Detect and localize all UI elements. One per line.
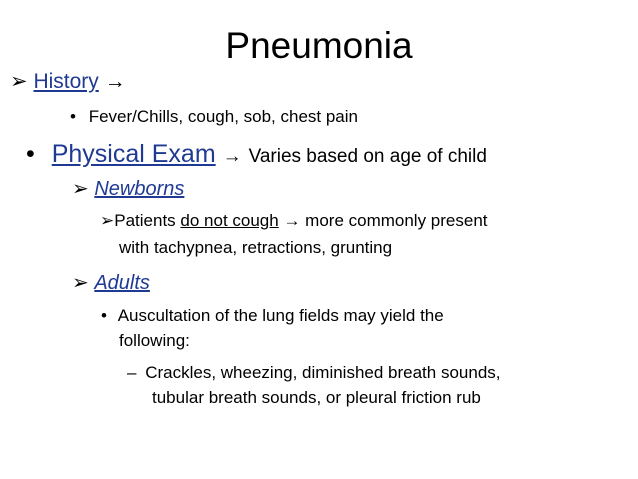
bullet-adults-item (101, 305, 444, 327)
newborns-text-continuation: with tachypnea, retractions, grunting (119, 238, 393, 257)
adults-label: Adults (94, 272, 150, 294)
newborns-text-underlined: do not cough (180, 211, 279, 230)
newborns-text-suffix: → more commonly present (278, 211, 488, 230)
dot-bullet-icon: • (70, 107, 76, 126)
arrow-bullet-icon: ➢ (100, 211, 115, 230)
bullet-history-item (70, 106, 358, 128)
bullet-physical-exam (26, 139, 487, 172)
bullet-adults-subitem (127, 362, 501, 384)
physical-exam-arrow: → (222, 146, 242, 167)
physical-exam-label: Physical Exam (51, 140, 216, 168)
adults-text-line1: Auscultation of the lung fields may yield the (117, 306, 444, 325)
history-arrow: → (104, 70, 126, 93)
dot-bullet-icon: • (101, 306, 107, 325)
dot-bullet-icon: • (26, 140, 35, 168)
bullet-newborns (72, 176, 184, 202)
adults-subitem-line1: Crackles, wheezing, diminished breath sounds, (145, 363, 501, 382)
history-item-text: Fever/Chills, cough, sob, chest pain (88, 107, 358, 126)
slide-title: Pneumonia (225, 25, 413, 66)
bullet-newborns-item (100, 210, 488, 232)
newborns-label: Newborns (94, 178, 185, 200)
adults-text-line2: following: (119, 331, 190, 350)
newborns-text-prefix: Patients (114, 211, 181, 230)
arrow-bullet-icon: ➢ (72, 272, 89, 294)
physical-exam-text: Varies based on age of child (248, 146, 487, 167)
history-label: History (33, 70, 99, 93)
bullet-history (10, 69, 126, 95)
arrow-bullet-icon: ➢ (72, 178, 89, 200)
bullet-adults (72, 270, 150, 296)
dash-bullet-icon: – (127, 363, 137, 382)
adults-subitem-line2: tubular breath sounds, or pleural friction rub (152, 388, 481, 407)
arrow-bullet-icon: ➢ (10, 70, 28, 93)
